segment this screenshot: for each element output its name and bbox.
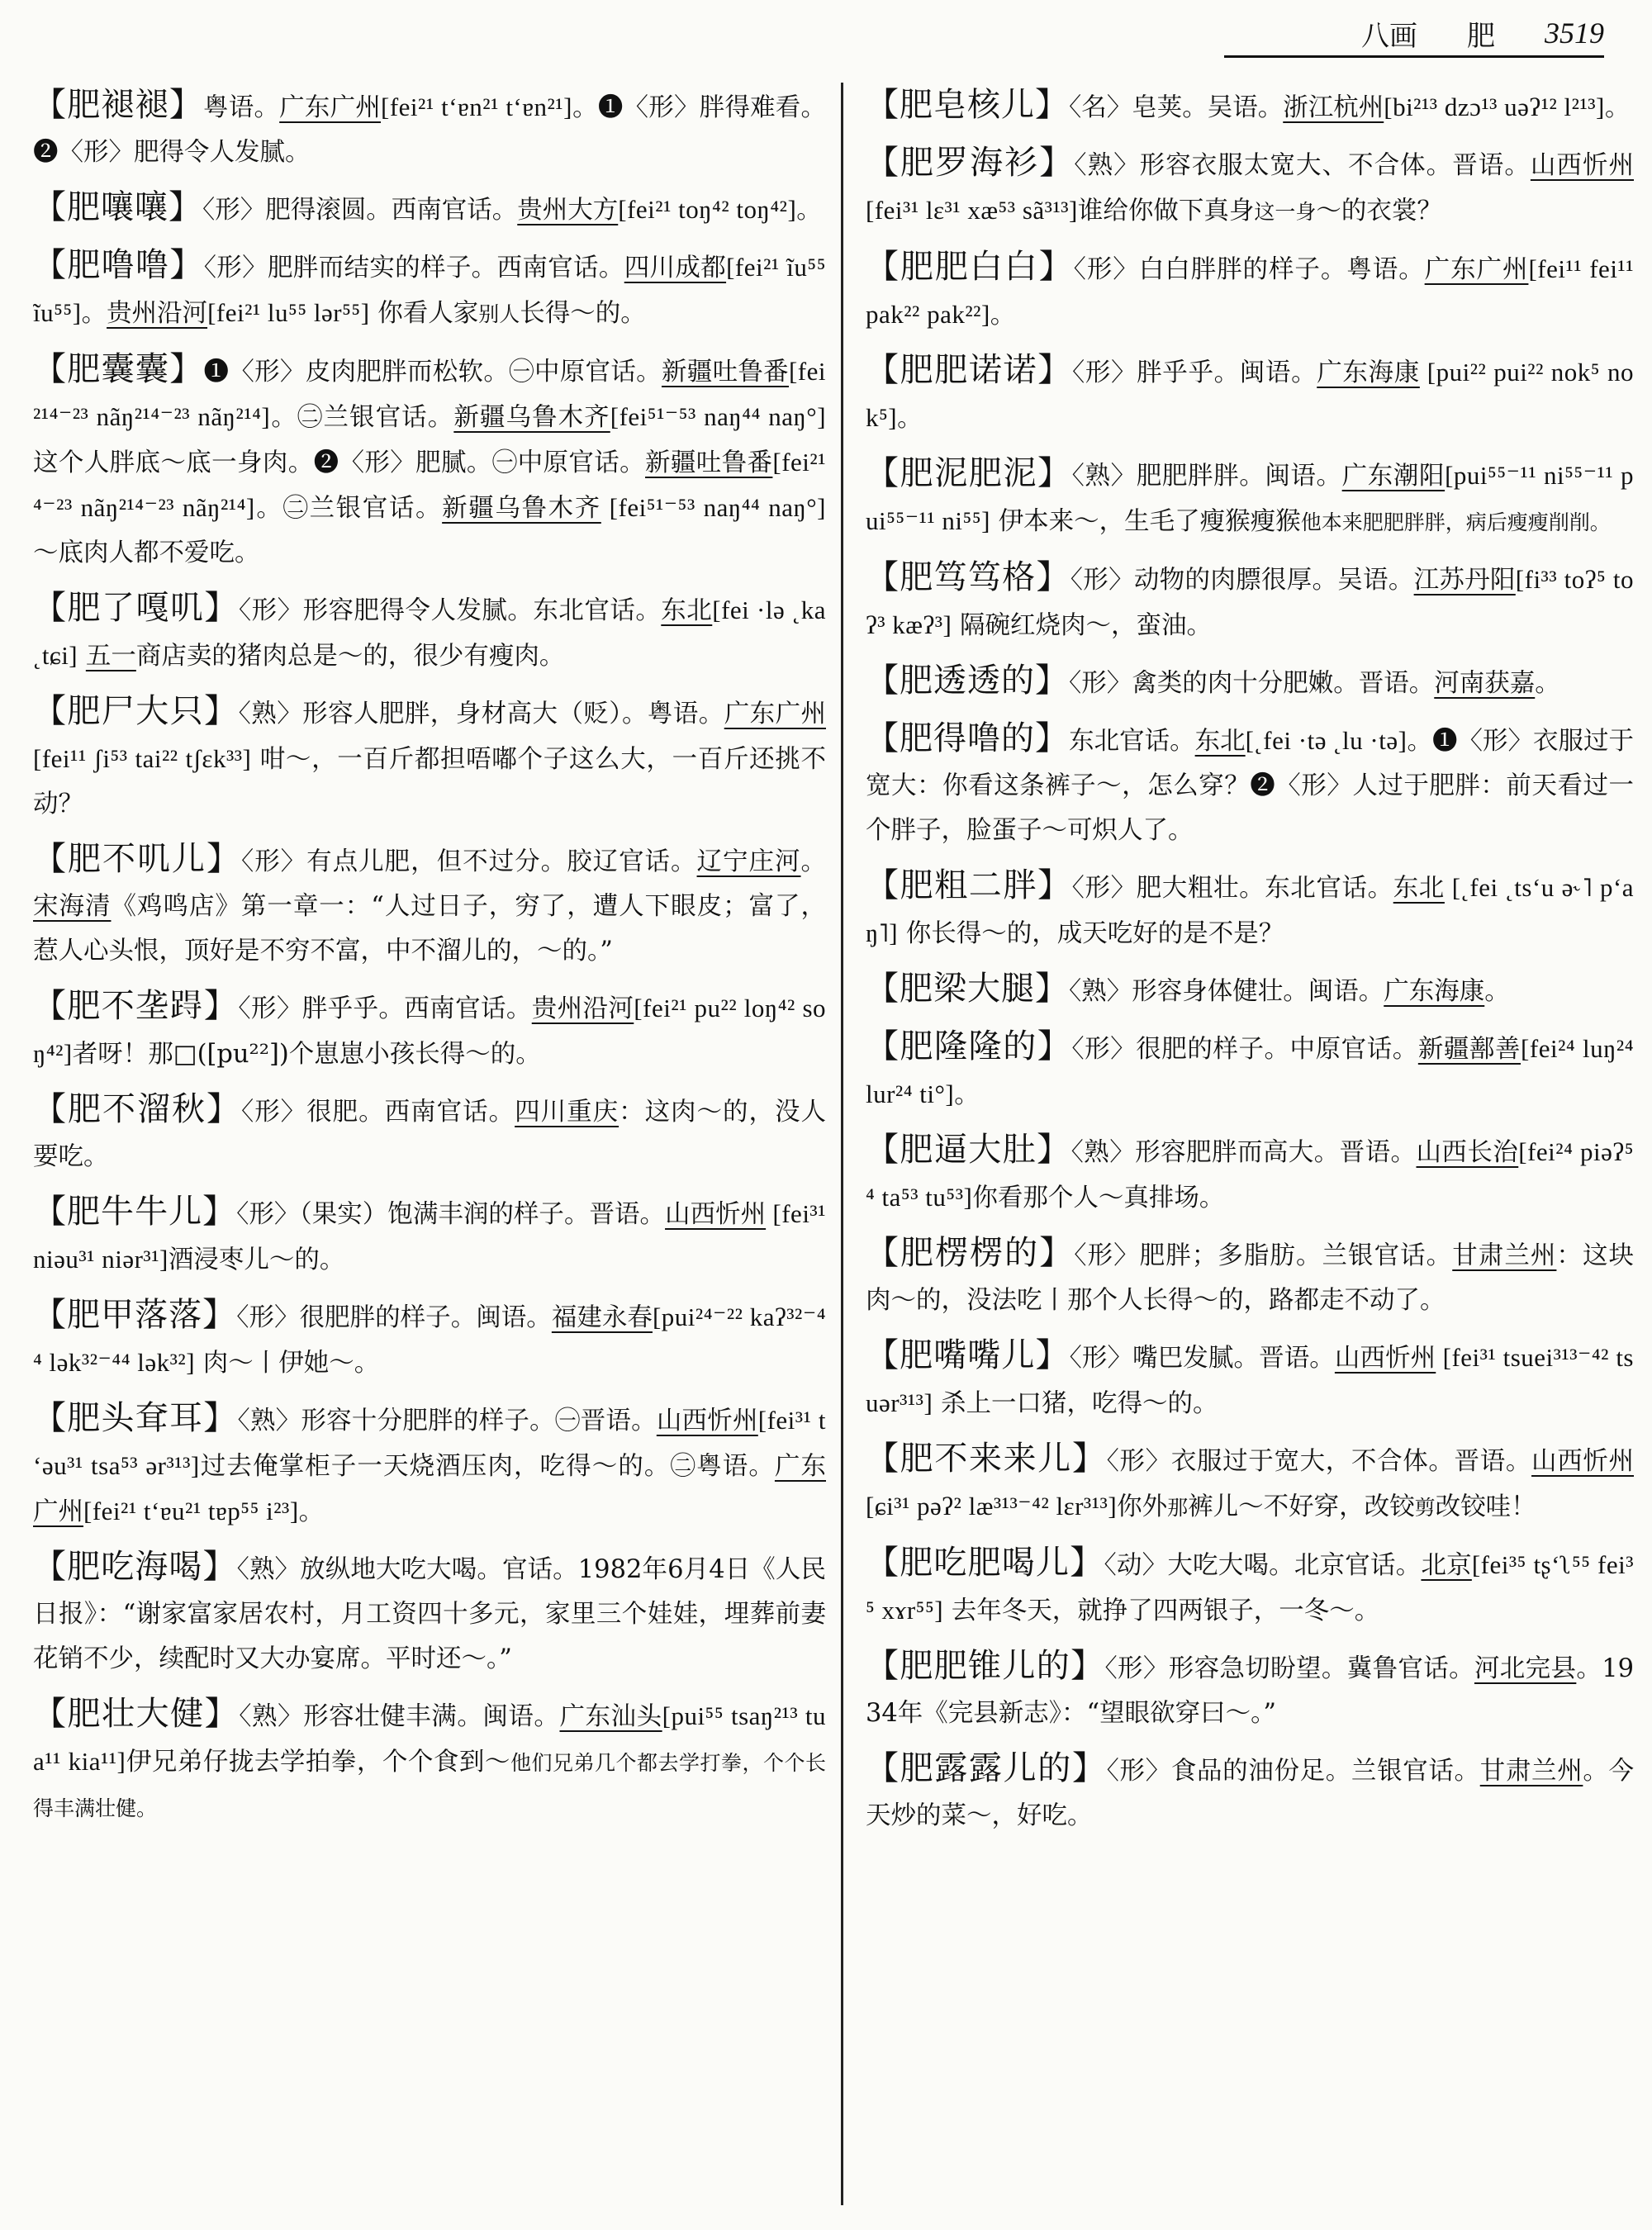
dictionary-entry [33, 1293, 826, 1386]
phonetic-transcription: [fei¹¹ fei¹¹ pak²² pak²²] [866, 254, 1634, 329]
phonetic-transcription: [fei²¹⁴⁻²³ nãŋ²¹⁴⁻²³ nãŋ²¹⁴] [33, 357, 826, 431]
entry-text: 。1934年《完县新志》：“望眼欲穿曰～。” [866, 1654, 1634, 1728]
dictionary-entry [33, 243, 826, 337]
entry-headword: 【肥逼大肚】 [866, 1131, 1071, 1169]
entry-text: ：这肉～的，没人要吃。 [33, 1098, 826, 1171]
phonetic-transcription: [fei²¹ toŋ⁴² toŋ⁴²] [618, 195, 797, 224]
phonetic-transcription: [pui⁵⁵⁻¹¹ ni⁵⁵⁻¹¹ pui⁵⁵⁻¹¹ ni⁵⁵] [866, 461, 1634, 535]
dictionary-entry [866, 1333, 1634, 1426]
entry-text: 〈熟〉肥肥胖胖。闽语。 [1071, 462, 1342, 491]
entry-headword: 【肥壮大健】 [33, 1695, 240, 1733]
gloss-note: 他本来肥肥胖胖，病后瘦瘦削削。 [1300, 510, 1611, 534]
dictionary-entry [866, 966, 1634, 1014]
entry-text: 〈形〉食品的油份足。兰银官话。 [1106, 1757, 1480, 1786]
place-name: 五一 [85, 642, 136, 671]
place-name: 山西忻州 [1334, 1344, 1436, 1373]
place-name: 广东潮阳 [1341, 462, 1446, 491]
entry-text: 东北官话。 [1069, 727, 1195, 756]
dictionary-entry [33, 837, 826, 974]
header-rule [1224, 55, 1604, 58]
place-name: 贵州沿河 [107, 299, 208, 328]
dictionary-entry [866, 83, 1634, 130]
entry-text: 〈形〉形容急切盼望。冀鲁官话。 [1104, 1654, 1474, 1683]
gloss-note: 剪 [1414, 1496, 1436, 1520]
dictionary-entry [866, 1024, 1634, 1117]
entry-text: 。 [800, 847, 826, 876]
place-name: 辽宁庄河 [696, 847, 801, 876]
entry-headword: 【肥不来来儿】 [866, 1440, 1107, 1478]
entry-text: 〈形〉形容肥得令人发腻。东北官话。 [238, 596, 662, 625]
entry-text: 改铰哇！ [1435, 1492, 1536, 1521]
dictionary-entry [33, 1544, 826, 1682]
entry-text: 你看那个人～真排场。 [972, 1184, 1225, 1212]
entry-headword: 【肥甲落落】 [33, 1296, 237, 1334]
entry-headword: 【肥噜噜】 [33, 246, 204, 284]
entry-text: 《鸡鸣店》第一章一：“人过日子，穷了，遭人下眼皮；富了，惹人心头恨，顶好是不穷不富，中不溜儿的，～的。” [33, 892, 826, 966]
dictionary-entry [866, 1540, 1634, 1634]
entry-text: ～的衣裳？ [1316, 197, 1442, 225]
entry-headword: 【肥罗海衫】 [866, 144, 1075, 182]
entry-headword: 【肥吃海喝】 [33, 1548, 237, 1586]
entry-text: 。㊁兰银官话。 [270, 403, 454, 432]
place-name: 新疆乌鲁木齐 [453, 403, 610, 432]
section-label: 八画 [1361, 19, 1417, 53]
dictionary-entry [866, 555, 1634, 648]
entry-headword: 【肥褪褪】 [33, 86, 204, 124]
entry-headword: 【肥嘴嘴儿】 [866, 1336, 1070, 1374]
entry-text: 〈动〉大吃大喝。北京官话。 [1104, 1551, 1422, 1580]
place-name: 山西忻州 [665, 1200, 767, 1229]
gloss-note: 别人 [478, 302, 520, 326]
dictionary-entry [866, 1644, 1634, 1736]
entry-headword: 【肥泥肥泥】 [866, 454, 1072, 492]
entry-text: 〈形〉很肥胖的样子。闽语。 [236, 1303, 552, 1332]
entry-text: 咁～，一百斤都担唔嘟个子这么大，一百斤还挑不动？ [33, 745, 826, 818]
entry-text: 〈形〉有点儿肥，但不过分。胶辽官话。 [240, 847, 697, 876]
dictionary-entry [866, 658, 1634, 706]
page-header [0, 12, 1604, 55]
entry-text: 。 [1484, 977, 1510, 1006]
phonetic-transcription: [˛fei ·tə ˛lu ·tə] [1245, 726, 1408, 755]
entry-text: 。 [298, 1497, 325, 1526]
place-name: 北京 [1421, 1551, 1472, 1580]
entry-text: 〈形〉禽类的肉十分肥嫩。晋语。 [1069, 669, 1435, 698]
place-name: 东北 [1194, 727, 1246, 756]
entry-text: 。 [796, 196, 822, 225]
place-name: 贵州沿河 [531, 994, 634, 1023]
dictionary-entry [33, 1396, 826, 1535]
entry-text: ～底肉人都不爱吃。 [33, 539, 260, 567]
entry-text: 酒浸枣儿～的。 [168, 1245, 345, 1274]
dictionary-entry [866, 244, 1634, 338]
place-name: 新疆乌鲁木齐 [442, 494, 601, 523]
entry-text: 伊本来～，生毛了瘦猴瘦猴 [990, 507, 1301, 536]
dictionary-entry [33, 1691, 826, 1831]
entry-text: 〈名〉皂荚。吴语。 [1069, 93, 1284, 122]
entry-text: 〈形〉肥大粗壮。东北官话。 [1071, 874, 1393, 903]
place-name: 东北 [661, 596, 713, 625]
phonetic-transcription: [fei³¹ lɛ³¹ xæ⁵³ sã³¹³] [866, 196, 1078, 225]
entry-text: 者呀！那□([pu²²] [72, 1040, 279, 1069]
place-name: 宋海清 [33, 892, 112, 921]
entry-text: 。❶〈形〉衣服过于宽大：你看这条裤子～，怎么穿？❷〈形〉人过于肥胖：前天看过一个胖子，脸蛋子～可炽人了。 [866, 727, 1634, 845]
entry-headword: 【肥牛牛儿】 [33, 1193, 237, 1231]
place-name: 广东广州 [33, 1452, 826, 1526]
place-name: 山西忻州 [1531, 1447, 1634, 1476]
entry-text: 〈熟〉形容十分肥胖的样子。㊀晋语。 [237, 1407, 657, 1435]
entry-text: 。 [897, 404, 923, 433]
phonetic-transcription: [pui⁵⁵ tsaŋ²¹³ tua¹¹ kia¹¹] [33, 1701, 826, 1776]
dictionary-entry [33, 83, 826, 175]
entry-text [78, 642, 86, 671]
phonetic-transcription: [fei³¹ niəu³¹ niər³¹] [33, 1199, 826, 1274]
entry-headword: 【肥粗二胖】 [866, 866, 1072, 904]
dictionary-entry [866, 140, 1634, 235]
entry-text: 谁给你做下真身 [1077, 197, 1255, 225]
entry-text: 〈形〉动物的肉膘很厚。吴语。 [1070, 566, 1414, 595]
dictionary-entry [866, 863, 1634, 956]
dictionary-entry [866, 348, 1634, 441]
entry-text: 你长得～的，成天吃好的是不是？ [898, 919, 1284, 948]
dictionary-entry [33, 1189, 826, 1283]
entry-text: 〈熟〉放纵地大吃大喝。官话。1982年6月4日《人民日报》：“谢家富家居农村，月工资四十多元，家里三个娃娃，埋葬前妻花销不少，续配时又大办宴席。平时还～。” [33, 1555, 826, 1673]
entry-headword: 【肥不叽儿】 [33, 840, 241, 878]
running-head-char: 肥 [1467, 19, 1495, 53]
dictionary-entry [33, 1087, 826, 1179]
phonetic-transcription: [˛fei ˛tsʻu ə˞˥ pʻaŋ˥] [866, 873, 1634, 947]
column-divider [841, 83, 843, 2205]
dictionary-entry [866, 1746, 1634, 1839]
entry-text: 〈形〉很肥的样子。中原官话。 [1071, 1035, 1418, 1064]
entry-headword: 【肥不垄𨁽】 [33, 987, 239, 1025]
entry-headword: 【肥得噜的】 [866, 719, 1070, 757]
entry-text: 〈熟〉形容人肥胖，身材高大（贬）。粤语。 [238, 700, 724, 728]
place-name: 新疆鄯善 [1417, 1035, 1521, 1064]
entry-text: 商店卖的猪肉总是～的，很少有瘦肉。 [135, 642, 565, 671]
entry-text: 〈熟〉形容身体健壮。闽语。 [1069, 977, 1384, 1006]
entry-text: 〈形〉胖乎乎。闽语。 [1071, 358, 1317, 387]
dictionary-entry [33, 586, 826, 679]
entry-headword: 【肥露露儿的】 [866, 1749, 1107, 1787]
place-name: 浙江杭州 [1283, 93, 1384, 122]
entry-text: 〈形〉（果实）饱满丰润的样子。晋语。 [236, 1200, 666, 1229]
phonetic-transcription: [ɕi³¹ pəʔ² læ³¹³⁻⁴² lɛr³¹³] [866, 1492, 1118, 1521]
entry-headword: 【肥嚷嚷】 [33, 188, 202, 226]
place-name: 东北 [1393, 874, 1445, 903]
phonetic-transcription: [fi³³ toʔ⁵ toʔ³ kæʔ³] [866, 565, 1634, 639]
entry-text: 。 [1535, 669, 1560, 698]
dictionary-entry [866, 1127, 1634, 1221]
phonetic-transcription: [fei³¹ tʻəu³¹ tsa⁵³ ər³¹³] [33, 1406, 826, 1480]
entry-text: 肉～丨伊她～。 [195, 1349, 380, 1378]
phonetic-transcription: [fei ·lə ˛ka ˛tɕi] [33, 595, 826, 670]
entry-text: 〈形〉衣服过于宽大，不合体。晋语。 [1106, 1447, 1532, 1476]
phonetic-transcription: [fei¹¹ ʃi⁵³ tai²² tʃɛk³³] [33, 744, 252, 773]
entry-text: 粤语。 [203, 93, 280, 122]
entry-text: 〈形〉白白胖胖的样子。粤语。 [1073, 255, 1425, 284]
entry-text: 。❶〈形〉胖得难看。❷〈形〉肥得令人发腻。 [33, 93, 826, 167]
place-name: 广东海康 [1384, 977, 1485, 1006]
entry-text: )个崽崽小孩长得～的。 [278, 1040, 541, 1069]
entry-text: 隔碗红烧肉～，蛮油。 [952, 611, 1213, 640]
place-name: 福建永春 [551, 1303, 653, 1332]
entry-text: 。 [1604, 93, 1631, 122]
phonetic-transcription: [fei²¹ pu²² loŋ⁴² soŋ⁴²] [33, 994, 826, 1068]
entry-text: 〈熟〉形容肥胖而高大。晋语。 [1070, 1138, 1417, 1167]
entry-text: 。今天炒的菜～，好吃。 [866, 1757, 1634, 1830]
page-number: 3519 [1545, 17, 1604, 50]
entry-text: 去年冬天，就挣了四两银子，一冬～。 [943, 1597, 1380, 1625]
entry-text: 〈熟〉形容壮健丰满。闽语。 [239, 1702, 560, 1731]
place-name: 山西忻州 [1530, 151, 1634, 180]
place-name: 甘肃兰州 [1452, 1241, 1557, 1270]
entry-headword: 【肥头耷耳】 [33, 1399, 238, 1437]
phonetic-transcription: [pui²⁴⁻²² kaʔ³²⁻⁴⁴ lək³²⁻⁴⁴ lək³²] [33, 1302, 826, 1377]
phonetic-transcription: [fei²⁴ piəʔ⁵⁴ ta⁵³ tu⁵³] [866, 1137, 1634, 1212]
left-column [33, 83, 826, 2222]
phonetic-transcription: [bi²¹³ dzɔ¹³ uəʔ¹² l²¹³] [1384, 93, 1605, 121]
gloss-note: 他们兄弟几个都去学打拳，个个长得丰满壮健。 [33, 1751, 826, 1820]
entry-text: 你看人家 [369, 299, 479, 328]
dictionary-entry [33, 984, 826, 1077]
phonetic-transcription: [fei⁵¹⁻⁵³ naŋ⁴⁴ naŋ°] [610, 402, 826, 431]
entry-headword: 【肥肥白白】 [866, 248, 1074, 286]
entry-text: 〈形〉肥得滚圆。西南官话。 [202, 196, 518, 225]
entry-text: 。㊁兰银官话。 [254, 494, 443, 523]
phonetic-transcription: [fei⁵¹⁻⁵³ naŋ⁴⁴ naŋ°] [601, 493, 826, 522]
phonetic-transcription: [fei²¹ lu⁵⁵ lər⁵⁵] [207, 298, 370, 327]
dictionary-entry [33, 689, 826, 827]
entry-text: 。 [81, 299, 107, 328]
entry-text: 〈形〉胖乎乎。西南官话。 [238, 994, 532, 1023]
entry-headword: 【肥梁大腿】 [866, 970, 1069, 1008]
entry-text: 你外 [1117, 1492, 1168, 1521]
phonetic-transcription: [fei²¹⁴⁻²³ nãŋ²¹⁴⁻²³ nãŋ²¹⁴] [33, 448, 826, 522]
entry-text: 伊兄弟仔拢去学拍拳，个个食到～ [126, 1748, 510, 1777]
entry-headword: 【肥了嘎叽】 [33, 589, 239, 627]
dictionary-entry [866, 1436, 1634, 1530]
place-name: 四川成都 [624, 254, 727, 282]
entry-headword: 【肥不溜秋】 [33, 1090, 241, 1128]
place-name: 广东汕头 [559, 1702, 662, 1731]
place-name: 新疆吐鲁番 [661, 358, 789, 387]
phonetic-transcription: [fei²¹ tʻɐn²¹ tʻɐn²¹] [381, 93, 572, 121]
dictionary-entry [866, 451, 1634, 545]
place-name: 广东广州 [1424, 255, 1529, 284]
entry-text: 〈形〉很肥。西南官话。 [240, 1098, 515, 1127]
entry-text: 裤儿～不好穿，改铰 [1188, 1492, 1415, 1521]
entry-headword: 【肥透透的】 [866, 662, 1069, 700]
place-name: 山西忻州 [656, 1407, 758, 1435]
right-column [866, 83, 1634, 2222]
entry-headword: 【肥楞楞的】 [866, 1234, 1075, 1272]
dictionary-entry [33, 185, 826, 233]
place-name: 四川重庆 [515, 1098, 620, 1127]
entry-text: 〈形〉肥胖而结实的样子。西南官话。 [203, 254, 624, 282]
entry-text: 杀上一口猪，吃得～的。 [933, 1389, 1218, 1418]
entry-text: 〈形〉嘴巴发腻。晋语。 [1069, 1344, 1335, 1373]
entry-text: 。 [990, 301, 1016, 330]
entry-headword: 【肥尸大只】 [33, 692, 239, 730]
entry-headword: 【肥肥诺诺】 [866, 351, 1072, 389]
entry-headword: 【肥笃笃格】 [866, 558, 1070, 596]
entry-text: 〈熟〉形容衣服太宽大、不合体。晋语。 [1074, 151, 1531, 180]
phonetic-transcription: [fei²¹ ĩu⁵⁵ ĩu⁵⁵] [33, 253, 826, 327]
place-name: 甘肃兰州 [1479, 1757, 1583, 1786]
place-name: 新疆吐鲁番 [645, 448, 773, 477]
entry-headword: 【肥吃肥喝儿】 [866, 1544, 1104, 1582]
gloss-note: 这一身 [1254, 200, 1317, 224]
place-name: 河南获嘉 [1434, 669, 1536, 698]
dictionary-entry [33, 347, 826, 576]
entry-headword: 【肥囊囊】 [33, 350, 204, 388]
phonetic-transcription: [pui²² pui²² nok⁵ nok⁵] [866, 358, 1634, 432]
entry-text: 这个人胖底～底一身肉。❷〈形〉肥腻。㊀中原官话。 [33, 448, 646, 477]
entry-text: ：这块肉～的，没法吃丨那个人长得～的，路都走不动了。 [866, 1241, 1634, 1315]
gloss-note: 那 [1167, 1496, 1189, 1520]
dictionary-entry [866, 1231, 1634, 1323]
dictionary-entry [866, 716, 1634, 853]
place-name: 贵州大方 [517, 196, 619, 225]
entry-text: 过去俺掌柜子一天烧酒压肉，吃得～的。㊁粤语。 [199, 1452, 775, 1481]
phonetic-transcription: [fei²⁴ luŋ²⁴ lur²⁴ ti°] [866, 1034, 1634, 1108]
phonetic-transcription: [fei³¹ tsuei³¹³⁻⁴² tsuər³¹³] [866, 1343, 1634, 1417]
entry-text: 长得～的。 [520, 299, 646, 328]
place-name: 山西长治 [1416, 1138, 1519, 1167]
phonetic-transcription: [fei²¹ tʻɐu²¹ tɐp⁵⁵ i²³] [83, 1497, 299, 1525]
phonetic-transcription: [fei³⁵ tʂʻʅ⁵⁵ fei³⁵ xɤr⁵⁵] [866, 1550, 1634, 1625]
place-name: 广东海康 [1317, 358, 1420, 387]
entry-text: 〈形〉肥胖；多脂肪。兰银官话。 [1074, 1241, 1453, 1270]
entry-headword: 【肥肥锥儿的】 [866, 1647, 1105, 1685]
place-name: 江苏丹阳 [1413, 566, 1516, 595]
entry-headword: 【肥隆隆的】 [866, 1027, 1072, 1065]
place-name: 河北完县 [1474, 1654, 1577, 1683]
place-name: 广东广州 [279, 93, 382, 122]
place-name: 广东广州 [724, 700, 826, 728]
entry-text: 。 [954, 1080, 980, 1109]
entry-headword: 【肥皂核儿】 [866, 86, 1069, 124]
entry-text: ❶〈形〉皮肉肥胖而松软。㊀中原官话。 [203, 358, 662, 387]
